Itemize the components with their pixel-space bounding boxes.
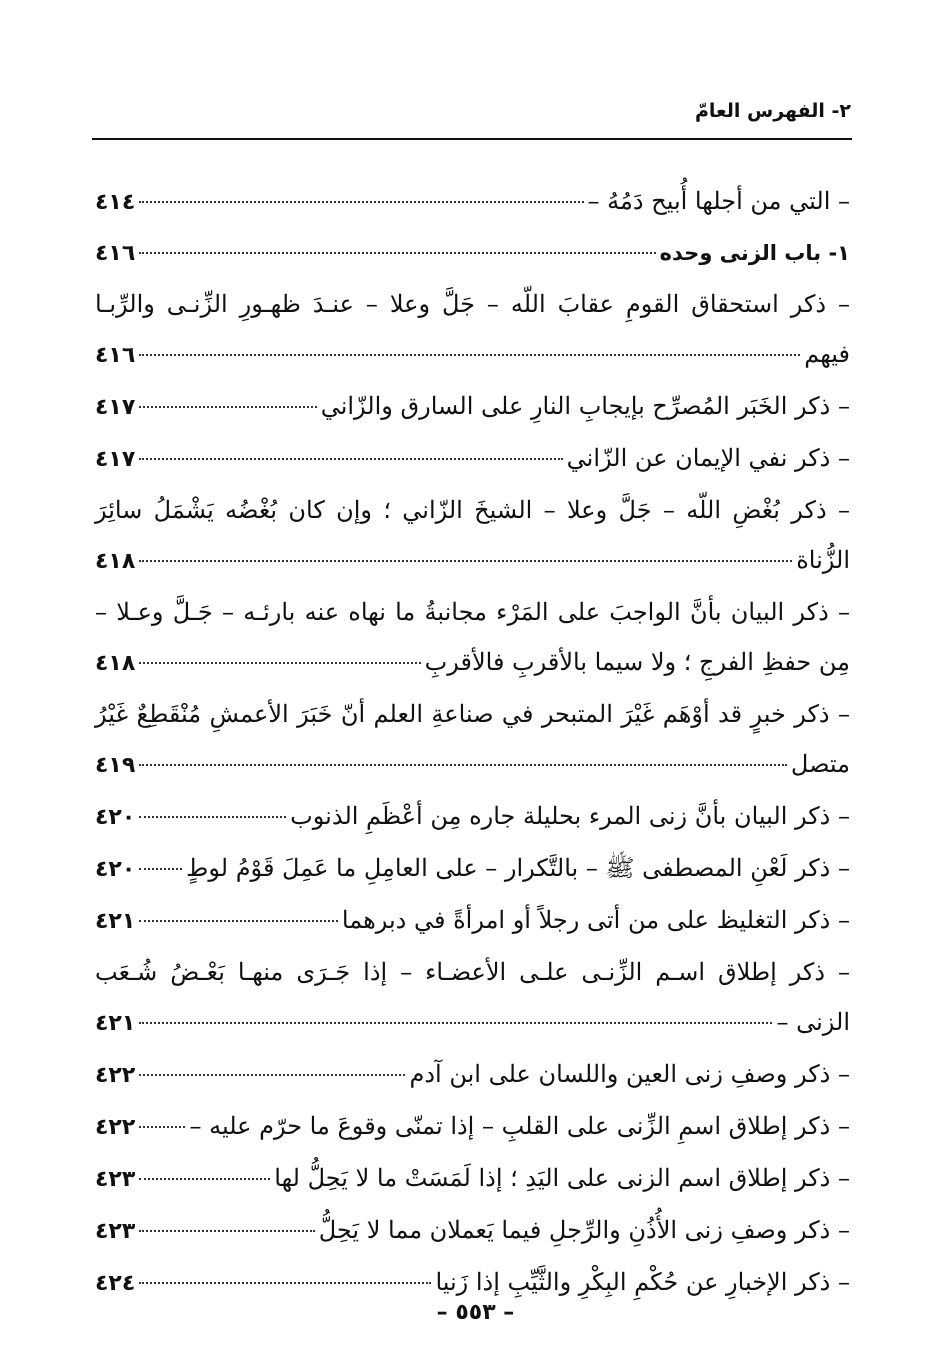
toc-entry-line: [95, 1049, 850, 1101]
toc-entry-line: [95, 791, 850, 843]
toc-entry-line: [95, 1153, 850, 1205]
toc-entry-text: الزُّناة: [796, 546, 850, 574]
toc-entry-text: – ذكر بُغْضِ اللّه – جَلَّ وعلا – الشيخَ الزّاني ؛ وإن كان بُغْضُه يَشْمَلُ سائِرَ: [95, 496, 850, 524]
toc-entry-text: – ذكر التغليظ على من أتى رجلاً أو امرأةً في دبرهما: [341, 906, 850, 934]
dot-leader: [139, 1022, 772, 1024]
toc-entry-text: – ذكر إطلاق اسم الزنى على اليَدِ ؛ إذا لَمَسَتْ ما لا يَحِلُّ لها: [274, 1164, 850, 1192]
toc-page-number: ٤٢٠: [95, 805, 136, 830]
toc-entry-line: [95, 997, 850, 1049]
running-header: ٢- الفهرس العامّ: [694, 100, 851, 122]
toc-entry-text: – ذكر الخَبَر المُصرِّح بإيجابِ النارِ على السارق والزّاني: [320, 392, 850, 420]
toc-entry: [95, 947, 850, 1049]
toc-entry-line: [95, 739, 850, 791]
toc-entry-line: [95, 228, 850, 279]
dot-leader: [139, 252, 655, 254]
toc-entry: [95, 791, 850, 843]
dot-leader: [139, 764, 787, 766]
toc-entry: [95, 895, 850, 947]
toc-entry: [95, 1049, 850, 1101]
dot-leader: [139, 458, 562, 460]
toc-page-number: ٤١٨: [95, 651, 136, 676]
toc-entry: [95, 381, 850, 433]
toc-entry-line: [95, 433, 850, 485]
toc-page-number: ٤٢٢: [95, 1115, 136, 1140]
dot-leader: [139, 201, 583, 203]
toc-entry-line: [95, 1205, 850, 1257]
dot-leader: [139, 1074, 405, 1076]
toc-page-number: ٤٢٢: [95, 1063, 136, 1088]
toc-entry-line: [95, 535, 850, 587]
toc-entry: [95, 1101, 850, 1153]
dot-leader: [139, 662, 420, 664]
toc-entry: [95, 587, 850, 689]
toc-entry: [95, 843, 850, 895]
dot-leader: [139, 406, 316, 408]
header-divider: [92, 138, 852, 140]
toc-entry-line: [95, 637, 850, 689]
dot-leader: [139, 560, 792, 562]
dot-leader: [139, 868, 182, 870]
toc-entry: [95, 1205, 850, 1257]
toc-entry-text: – ذكر استحقاق القومِ عقابَ اللّه – جَلَّ وعلا – عنـدَ ظهـورِ الزِّنـى والرِّبـا: [95, 290, 850, 318]
toc-entry: [95, 176, 850, 228]
toc-page-number: ٤١٦: [95, 343, 136, 368]
toc-entry-line: [95, 329, 850, 381]
toc-entry-text: – ذكر إطلاق اسمِ الزِّنى على القلبِ – إذا تمنّى وقوعَ ما حرّم عليه –: [189, 1112, 850, 1140]
page-number: – ٥٥٣ –: [436, 1300, 515, 1325]
dot-leader: [139, 1126, 185, 1128]
toc-entry: [95, 1153, 850, 1205]
dot-leader: [139, 1178, 270, 1180]
toc-entry-text: – التي من أجلها أُبيح دَمُهُ –: [587, 187, 850, 215]
toc-entry-text: – ذكر الإخبارِ عن حُكْمِ البِكْرِ والثَّيِّبِ إذا زَنيا: [435, 1268, 850, 1296]
toc-page-number: ٤٢٤: [95, 1271, 136, 1296]
dot-leader: [139, 920, 338, 922]
toc-page-number: ٤٢٠: [95, 857, 136, 882]
toc-entry: [95, 485, 850, 587]
toc-entry-line: [95, 895, 850, 947]
toc-entry-text: ١- باب الزنى وحده: [659, 241, 850, 265]
toc-entry-text: متصل: [790, 750, 850, 778]
toc-page-number: ٤١٧: [95, 395, 136, 420]
toc-entry-text: – ذكر نفي الإيمان عن الزّاني: [566, 444, 850, 472]
toc-entry-text: – ذكر خبرٍ قد أوْهَم غَيْرَ المتبحر في صناعةِ العلم أنّ خَبَرَ الأعمشِ مُنْقَطِعٌ غَيْرُ: [95, 700, 850, 728]
toc-entry-text: الزنى –: [776, 1008, 850, 1036]
toc-entry-text: مِن حفظِ الفرجِ ؛ ولا سيما بالأقربِ فالأقربِ: [424, 648, 850, 676]
toc-entry-text: فيهم: [804, 340, 850, 368]
toc-entry-line: [95, 381, 850, 433]
toc-page-number: ٤٢١: [95, 1011, 136, 1036]
toc-entry: [95, 279, 850, 381]
toc-entry: [95, 433, 850, 485]
toc-entry-text: – ذكر البيان بأنَّ زنى المرء بحليلة جاره مِن أعْظَمِ الذنوب: [290, 802, 850, 830]
toc-entry: [95, 228, 850, 279]
toc-entry-line: [95, 843, 850, 895]
toc-entry: [95, 689, 850, 791]
dot-leader: [139, 1282, 431, 1284]
toc-page-number: ٤٢٣: [95, 1167, 136, 1192]
toc-entry-text: – ذكر وصفِ زنى الأُذُنِ والرِّجلِ فيما يَعملان مما لا يَحِلُّ: [318, 1216, 850, 1244]
toc-page-number: ٤١٤: [95, 190, 136, 215]
toc-page-number: ٤١٩: [95, 753, 136, 778]
toc-page-number: ٤١٨: [95, 549, 136, 574]
toc-entry-line: [95, 1101, 850, 1153]
toc-page-number: ٤٢١: [95, 909, 136, 934]
toc-page-number: ٤٢٣: [95, 1219, 136, 1244]
dot-leader: [139, 354, 800, 356]
toc-page-number: ٤١٧: [95, 447, 136, 472]
toc-entry-text: – ذكر إطلاق اسـم الزِّنـى علـى الأعضـاء – إذا جَـرَى منهـا بَعْـضُ شُـعَب: [95, 958, 850, 986]
toc-entry-line: [95, 176, 850, 228]
toc-entry-text: – ذكر وصفِ زنى العين واللسان على ابن آدم: [409, 1060, 850, 1088]
toc-entry-text: – ذكر لَعْنِ المصطفى ﷺ – بالتَّكرار – على العامِلِ ما عَمِلَ قَوْمُ لوطٍ: [186, 854, 850, 882]
toc-entry-text: – ذكر البيان بأنَّ الواجبَ على المَرْء مجانبةُ ما نهاه عنه بارئـه – جَـلَّ وعـلا –: [95, 598, 850, 626]
table-of-contents: [95, 176, 850, 1309]
toc-page-number: ٤١٦: [95, 241, 136, 266]
dot-leader: [139, 816, 286, 818]
dot-leader: [139, 1230, 314, 1232]
